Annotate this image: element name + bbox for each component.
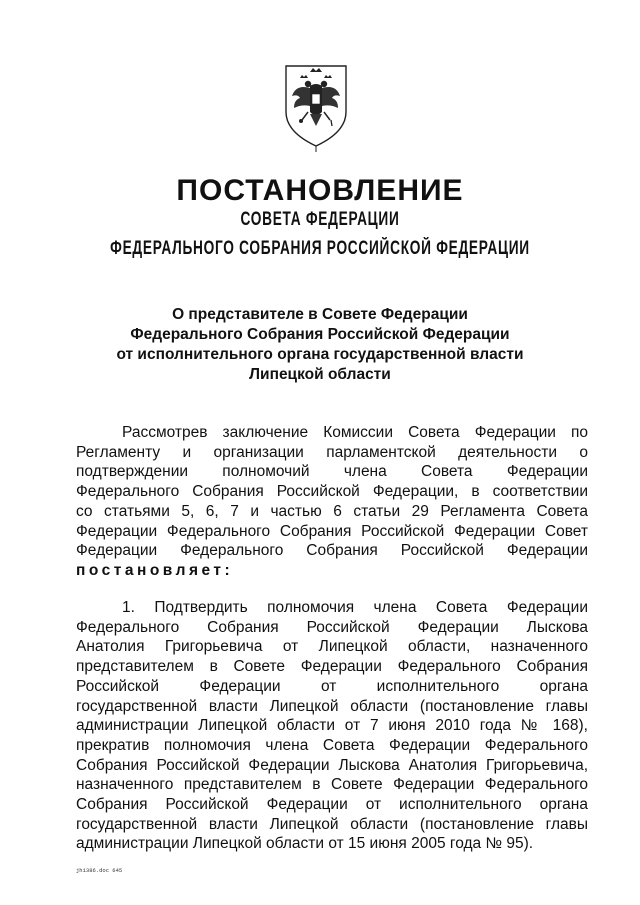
item-line: государственной власти Липецкой области (постановление главы bbox=[76, 815, 588, 833]
resolves-word: постановляет: bbox=[76, 561, 234, 579]
item-line: Анатолия Григорьевича от Липецкой области, назначенного bbox=[76, 638, 588, 656]
preamble-line: Федерации Федерального Собрания Российской Федерации bbox=[76, 542, 588, 560]
preamble-line: подтверждении полномочий члена Совета Федерации bbox=[76, 463, 588, 481]
item-line: прекратив полномочия члена Совета Федерации Федерального bbox=[76, 736, 588, 754]
item-line: 1. Подтвердить полномочия члена Совета Федерации bbox=[122, 599, 588, 616]
preamble-line: Регламенту и организации парламентской деятельности о bbox=[76, 443, 588, 461]
preamble-paragraph bbox=[76, 423, 588, 581]
subject-line: Липецкой области bbox=[249, 366, 391, 383]
document-subject bbox=[0, 305, 640, 385]
item-line: администрации Липецкой области от 7 июня 2010 года № 168), bbox=[76, 717, 588, 735]
item-line: администрации Липецкой области от 15 июня 2005 года № 95). bbox=[76, 835, 534, 853]
preamble-line: Федерального Собрания Российской Федерации, в соответствии bbox=[76, 483, 588, 501]
preamble-line: Рассмотрев заключение Комиссии Совета Федерации по bbox=[122, 424, 588, 441]
subject-line: О представителе в Совете Федерации bbox=[172, 306, 468, 323]
item-line: назначенного представителем в Совете Федерации Федерального bbox=[76, 776, 588, 794]
item-line: представителем в Совете Федерации Федерального Собрания bbox=[76, 658, 588, 676]
item-1-paragraph bbox=[76, 598, 588, 854]
preamble-line: со статьями 5, 6, 7 и частью 6 статьи 29 Регламента Совета bbox=[76, 502, 588, 520]
subject-line: от исполнительного органа государственной власти bbox=[116, 346, 524, 363]
item-line: Собрания Российской Федерации от исполнительного органа bbox=[76, 796, 588, 814]
coat-of-arms-icon bbox=[276, 60, 356, 152]
issuing-body-line-2: ФЕДЕРАЛЬНОГО СОБРАНИЯ РОССИЙСКОЙ ФЕДЕРАЦИИ bbox=[110, 238, 530, 259]
item-line: Федерального Собрания Российской Федерации Лыскова bbox=[76, 618, 588, 636]
file-reference: jh1386.doc 645 bbox=[76, 867, 123, 874]
subject-line: Федерального Собрания Российской Федерации bbox=[130, 326, 510, 343]
issuing-body-line-1: СОВЕТА ФЕДЕРАЦИИ bbox=[240, 209, 400, 230]
coat-of-arms-emblem bbox=[276, 60, 356, 152]
item-line: Собрания Российской Федерации Лыскова Анатолия Григорьевича, bbox=[76, 756, 588, 774]
document-title: ПОСТАНОВЛЕНИЕ bbox=[176, 174, 464, 207]
item-line: Российской Федерации от исполнительного органа bbox=[76, 677, 588, 695]
preamble-line: Федерации Федерального Собрания Российской Федерации Совет bbox=[76, 522, 588, 540]
item-line: государственной власти Липецкой области (постановление главы bbox=[76, 697, 588, 715]
